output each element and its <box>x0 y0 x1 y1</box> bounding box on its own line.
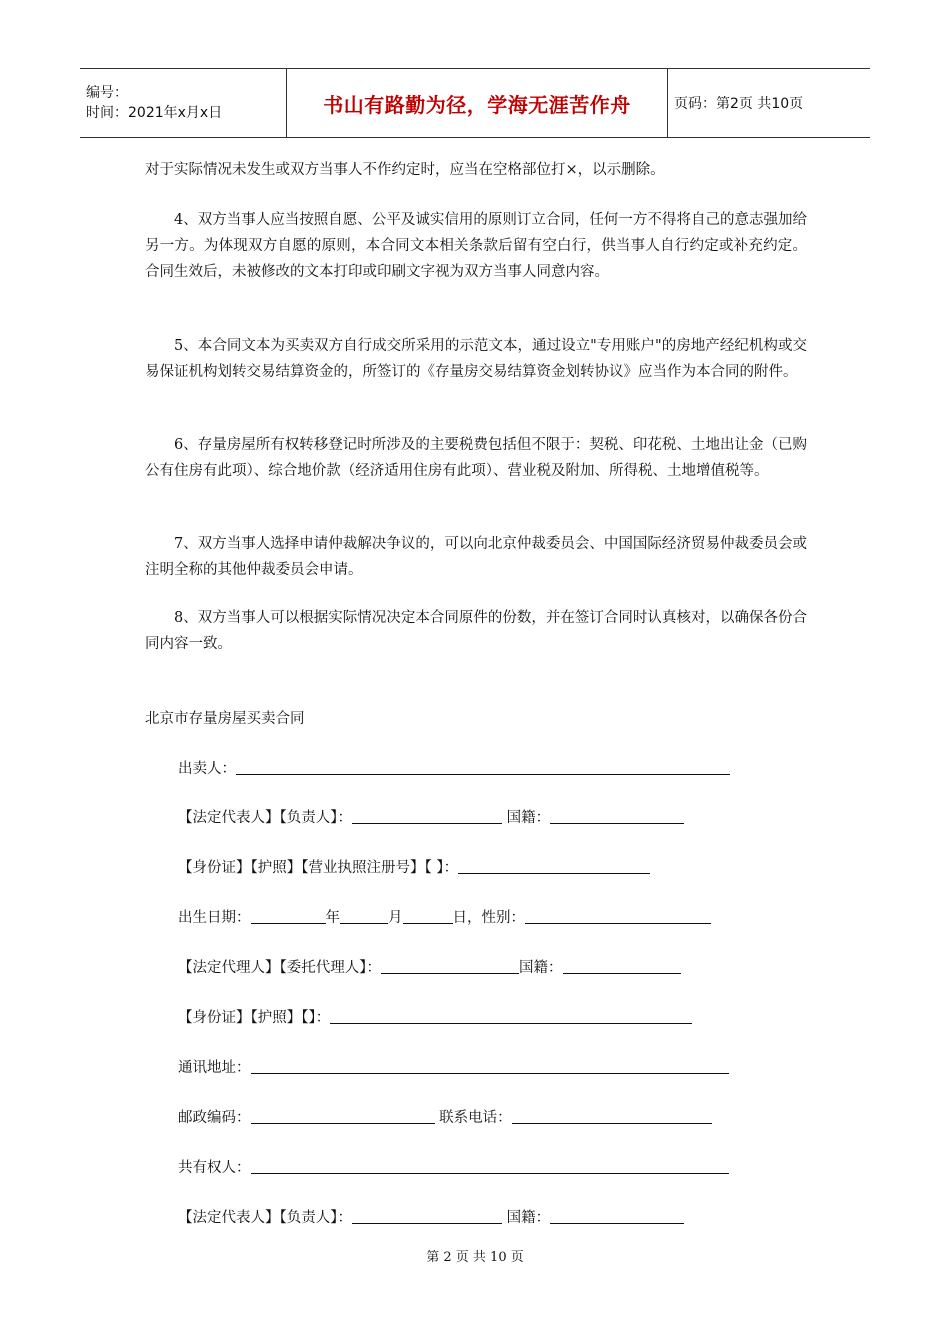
postcode-row <box>178 1107 712 1129</box>
nationality2-label: 国籍： <box>519 960 563 976</box>
legal-rep-row <box>178 807 684 829</box>
header-motto: 书山有路勤为径，学海无涯苦作舟 <box>287 69 668 137</box>
co-owner-row <box>178 1157 729 1179</box>
seller-label: 出卖人： <box>178 761 236 777</box>
dob-year-field[interactable] <box>251 907 326 924</box>
id-number-field[interactable] <box>458 857 650 874</box>
id-types2-label: 【身份证】【护照】【】： <box>178 1010 331 1026</box>
header-meta <box>80 69 287 137</box>
dob-month-field[interactable] <box>340 907 388 924</box>
paragraph-6: 6、存量房屋所有权转移登记时所涉及的主要税费包括但不限于：契税、印花税、土地出让金（已购公有住房有此项）、综合地价款（经济适用住房有此项）、营业税及附加、所得税、土地增值税等。 <box>145 437 807 479</box>
id-types-label: 【身份证】【护照】【营业执照注册号】【 】： <box>178 860 459 876</box>
page-footer: 第 2 页 共 10 页 <box>426 1250 524 1265</box>
legal-rep2-field[interactable] <box>352 1207 502 1224</box>
id-row <box>178 857 650 879</box>
document-number-label: 编号： <box>86 85 128 101</box>
legal-rep-field[interactable] <box>352 807 502 824</box>
address-row <box>178 1057 729 1079</box>
year-label: 年 <box>325 910 340 926</box>
seller-field[interactable] <box>236 758 730 775</box>
nationality3-label: 国籍： <box>506 1210 551 1226</box>
month-label: 月 <box>388 910 403 926</box>
agent-row <box>178 957 681 979</box>
co-owner-label: 共有权人： <box>178 1160 251 1176</box>
dob-row <box>178 907 711 929</box>
header-page-number: 页码：第2页 共10页 <box>674 96 804 112</box>
postcode-field[interactable] <box>251 1107 435 1124</box>
nationality3-field[interactable] <box>550 1207 684 1224</box>
agent-field[interactable] <box>381 957 519 974</box>
legal-rep2-row <box>178 1207 684 1229</box>
id2-number-field[interactable] <box>330 1007 692 1024</box>
contract-title: 北京市存量房屋买卖合同 <box>145 711 305 727</box>
address-field[interactable] <box>251 1057 729 1074</box>
id2-row <box>178 1007 692 1029</box>
postcode-label: 邮政编码： <box>178 1110 251 1126</box>
paragraph-8: 8、双方当事人可以根据实际情况决定本合同原件的份数，并在签订合同时认真核对，以确保各份合同内容一致。 <box>145 610 807 652</box>
address-label: 通讯地址： <box>178 1060 251 1076</box>
legal-rep-label: 【法定代表人】【负责人】： <box>178 810 352 826</box>
nationality-field[interactable] <box>550 807 684 824</box>
paragraph-note: 对于实际情况未发生或双方当事人不作约定时，应当在空格部位打×，以示删除。 <box>145 162 665 178</box>
nationality-label: 国籍： <box>506 810 551 826</box>
paragraph-4: 4、双方当事人应当按照自愿、公平及诚实信用的原则订立合同，任何一方不得将自己的意志强加给另一方。为体现双方自愿的原则，本合同文本相关条款后留有空白行，供当事人自行约定或补充约定。合同生效后，未被修改的文本打印或印刷文字视为双方当事人同意内容。 <box>145 212 807 280</box>
gender-field[interactable] <box>525 907 711 924</box>
legal-rep2-label: 【法定代表人】【负责人】： <box>178 1210 352 1226</box>
dob-day-field[interactable] <box>403 907 453 924</box>
document-date-label: 时间：2021年x月x日 <box>86 105 223 121</box>
nationality2-field[interactable] <box>563 957 681 974</box>
agent-label: 【法定代理人】【委托代理人】： <box>178 960 381 976</box>
paragraph-5: 5、本合同文本为买卖双方自行成交所采用的示范文本，通过设立"专用账户"的房地产经纪机构或交易保证机构划转交易结算资金的，所签订的《存量房交易结算资金划转协议》应当作为本合同的附件。 <box>145 338 807 380</box>
phone-field[interactable] <box>512 1107 712 1124</box>
phone-label: 联系电话： <box>439 1110 512 1126</box>
seller-row <box>178 758 730 780</box>
day-gender-label: 日，性别： <box>452 910 525 926</box>
page-header <box>80 68 870 138</box>
paragraph-7: 7、双方当事人选择申请仲裁解决争议的，可以向北京仲裁委员会、中国国际经济贸易仲裁委员会或注明全称的其他仲裁委员会申请。 <box>145 536 807 578</box>
co-owner-field[interactable] <box>251 1157 729 1174</box>
dob-label: 出生日期： <box>178 910 251 926</box>
